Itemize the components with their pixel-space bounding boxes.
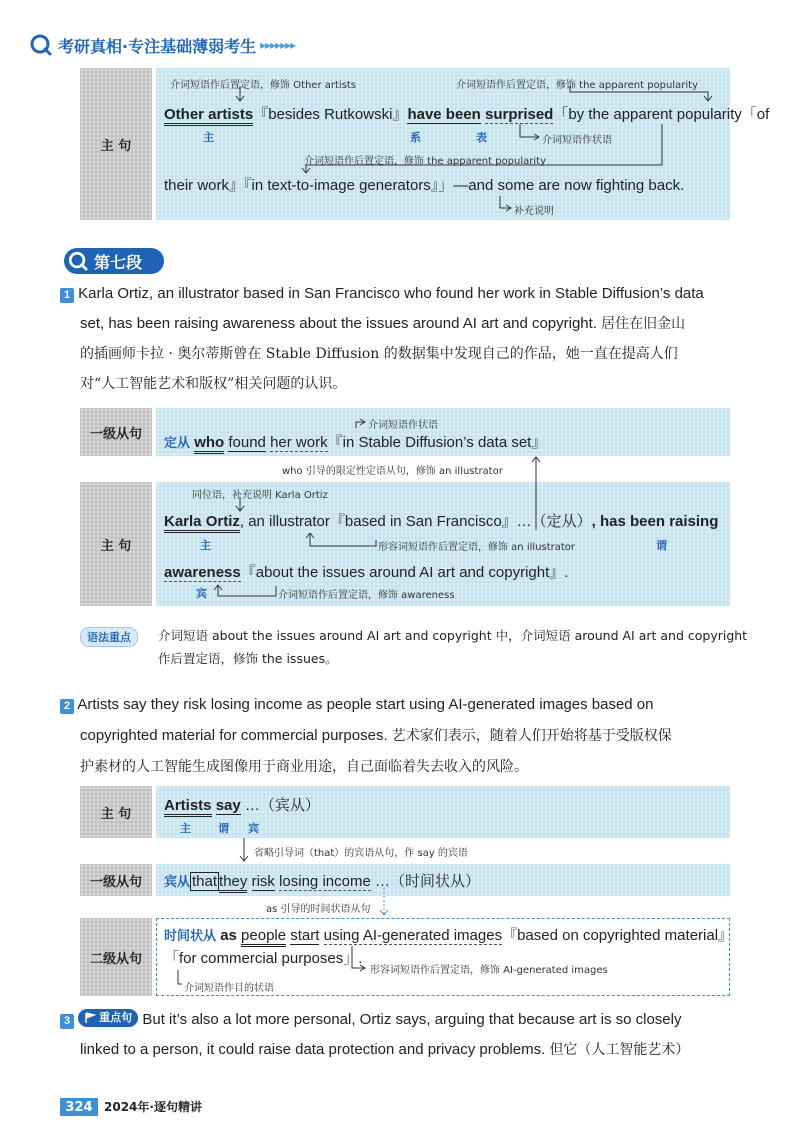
- search-logo-icon: [30, 34, 52, 56]
- sentence-number: 3: [60, 1014, 74, 1029]
- role-subject: 主: [200, 539, 211, 552]
- box3-label-l2: 二级从句: [80, 918, 152, 996]
- box3-line-l2b: 「for commercial purposes」.: [164, 950, 363, 967]
- box2-ann-adj: 形容词短语作后置定语，修饰 an illustrator: [378, 542, 576, 553]
- page-number: 324: [60, 1098, 98, 1116]
- grammar-tag: 语法重点: [80, 626, 138, 647]
- role-subject: 主: [203, 131, 214, 144]
- paragraph-1: 1 Karla Ortiz, an illustrator based in San Francisco who found her work in Stable Diffusion’s data set, has been raising awareness about the issues around AI art and copyright. 居住在旧金山 的插画师卡拉 · 奥尔蒂斯曾在 Stable Diffusion 的数据集中发现自己的作品，她一直在提高人们 对“人工智能艺术和版权”相关问题的认识。: [60, 279, 760, 399]
- box2-line-a: 定从 who found her work『in Stable Diffusion’s data set』: [164, 431, 546, 452]
- box2-ann-appositive: 同位语，补充说明 Karla Ortiz: [192, 490, 328, 501]
- box3-ann-based: 形容词短语作后置定语，修饰 AI-generated images: [370, 965, 608, 976]
- relative-pronoun: who: [194, 434, 224, 454]
- role-subject: 主: [180, 822, 191, 835]
- brand-name: 考研真相: [58, 36, 123, 56]
- box1-ann-top-left: 介词短语作后置定语，修饰 Other artists: [170, 80, 357, 91]
- book-title: 2024年·逐句精讲: [104, 1100, 202, 1114]
- box3-label-main: 主 句: [80, 786, 152, 838]
- sentence-number: 2: [60, 699, 74, 714]
- header-slogan: ·专注基础薄弱考生: [122, 36, 257, 56]
- sentence-number: 1: [60, 288, 74, 303]
- role-pred: 谓: [218, 822, 229, 835]
- box2-ann-about: 介词短语作后置定语，修饰 awareness: [278, 590, 455, 601]
- box3-ann-that: 省略引导词（that）的宾语从句，作 say 的宾语: [254, 848, 468, 859]
- box1-line2: their work』『in text-to-image generators』」—and some are now fighting back.: [164, 177, 685, 194]
- header-arrows: ▸▸▸▸▸▸▸: [260, 38, 296, 52]
- role-pred: 谓: [656, 539, 667, 552]
- predicative: surprised: [484, 106, 554, 123]
- box1-ann-top-right: 介词短语作后置定语，修饰 the apparent popularity: [456, 80, 698, 91]
- role-pred: 系: [410, 131, 421, 144]
- key-sentence-tag: 重点句: [78, 1009, 138, 1027]
- paragraph-3: 3 重点句 But it’s also a lot more personal, Ortiz says, arguing that because art is so closely linked to a person, it could raise data protection and privacy problems. 但它（人工智能艺术）: [60, 1005, 760, 1065]
- role-compl: 表: [476, 131, 487, 144]
- box3-label-l1: 一级从句: [80, 864, 152, 896]
- box2-ann-who: who 引导的限定性定语从句，修饰 an illustrator: [282, 466, 503, 477]
- box1-ann-bottom: 补充说明: [514, 206, 554, 217]
- role-object: 宾: [248, 822, 259, 835]
- box3-line-l2a: 时间状从 as people start using AI-generated images『based on copyrighted material』: [164, 924, 733, 945]
- role-object: 宾: [196, 587, 207, 600]
- subject: Other artists: [164, 106, 253, 126]
- box2-line-c: awareness『about the issues around AI art and copyright』.: [164, 564, 569, 581]
- box3-line-l1: 宾从 that they risk losing income …（时间状从）: [164, 870, 480, 891]
- box2-ann-prep: 介词短语作状语: [368, 420, 438, 431]
- box1-label: 主 句: [80, 68, 152, 220]
- section-title: 第七段: [94, 252, 143, 272]
- box3-ann-purpose: 介词短语作目的状语: [184, 983, 274, 994]
- box2-line-b: Karla Ortiz, an illustrator『based in San Francisco』…（定从）, has been raising: [164, 510, 718, 531]
- box3-line-main: Artists say …（宾从）: [164, 794, 320, 815]
- box3-ann-as: as 引导的时间状语从句: [266, 904, 371, 915]
- box1-ann-mid: 介词短语作后置定语，修饰 the apparent popularity: [304, 156, 546, 167]
- box2-label-a: 一级从句: [80, 408, 152, 456]
- search-logo-icon: [68, 251, 88, 271]
- page-header: [30, 30, 295, 60]
- grammar-note: 介词短语 about the issues around AI art and copyright 中，介词短语 around AI art and copyright 作后置定语，修饰 the issues。: [158, 628, 748, 666]
- section-tag: [64, 248, 164, 274]
- paragraph-2: 2 Artists say they risk losing income as people start using AI-generated images based on copyrighted material for commercial purposes. 艺术家们表示，随着人们开始将基于受版权保 护素材的人工智能生成图像用于商业用途，自己面临着失去收入的风险。: [60, 689, 760, 783]
- box1-ann-adverbial: 介词短语作状语: [542, 135, 612, 146]
- box1-line1: Other artists『besides Rutkowski』have been surprised「by the apparent popularity「of: [164, 103, 769, 124]
- linking-verb: have been: [407, 106, 481, 123]
- flag-icon: [84, 1012, 96, 1024]
- box2-label-b: 主 句: [80, 482, 152, 606]
